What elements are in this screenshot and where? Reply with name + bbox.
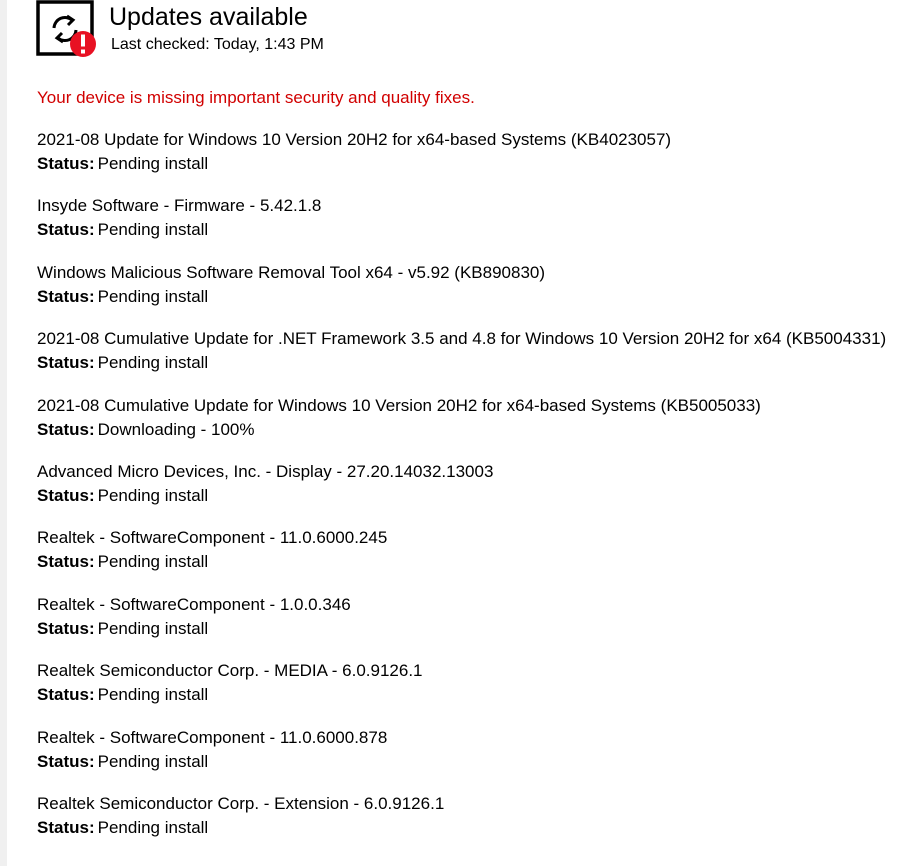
update-name: Realtek Semiconductor Corp. - Extension - 6.0.9126.1 — [37, 793, 445, 813]
status-label: Status: — [37, 685, 95, 705]
update-status — [37, 617, 897, 641]
status-label: Status: — [37, 552, 95, 572]
status-value: Pending install — [97, 751, 209, 771]
update-item — [37, 792, 897, 858]
update-name: 2021-08 Cumulative Update for Windows 10 Version 20H2 for x64-based Systems (KB5005033) — [37, 395, 761, 415]
update-item — [37, 726, 897, 792]
status-label: Status: — [37, 485, 95, 505]
update-name: Realtek Semiconductor Corp. - MEDIA - 6.0.9126.1 — [37, 661, 423, 681]
update-name: Insyde Software - Firmware - 5.42.1.8 — [37, 196, 322, 216]
update-item — [37, 261, 897, 327]
status-label: Status: — [37, 220, 95, 240]
update-item — [37, 526, 897, 592]
page-title: Updates available — [109, 3, 308, 31]
status-value: Pending install — [97, 685, 209, 705]
status-value: Pending install — [97, 154, 209, 173]
update-name: Windows Malicious Software Removal Tool x64 - v5.92 (KB890830) — [37, 262, 546, 282]
status-value: Pending install — [97, 220, 209, 240]
update-status — [37, 683, 897, 707]
window-left-edge — [0, 0, 7, 866]
status-value: Pending install — [97, 485, 209, 505]
status-value: Downloading - 100% — [97, 419, 255, 439]
update-status — [37, 550, 897, 574]
status-value: Pending install — [97, 286, 209, 306]
update-name: 2021-08 Cumulative Update for .NET Framework 3.5 and 4.8 for Windows 10 Version 20H2 for x64 (KB5004331) — [37, 329, 887, 349]
update-item — [37, 194, 897, 260]
status-label: Status: — [37, 154, 95, 173]
status-value: Pending install — [97, 353, 209, 373]
update-name: 2021-08 Update for Windows 10 Version 20H2 for x64-based Systems (KB4023057) — [37, 130, 672, 149]
update-status — [37, 484, 897, 508]
status-label: Status: — [37, 353, 95, 373]
update-name: Realtek - SoftwareComponent - 11.0.6000.878 — [37, 727, 388, 747]
status-value: Pending install — [97, 618, 209, 638]
status-label: Status: — [37, 751, 95, 771]
status-label: Status: — [37, 419, 95, 439]
update-item — [37, 460, 897, 526]
update-item — [37, 593, 897, 659]
update-item — [37, 394, 897, 460]
update-sync-alert-icon — [34, 0, 98, 60]
status-value: Pending install — [97, 552, 209, 572]
status-label: Status: — [37, 286, 95, 306]
update-status — [37, 816, 897, 840]
update-status — [37, 351, 897, 375]
warning-message: Your device is missing important security and quality fixes. — [37, 88, 475, 107]
update-item — [37, 327, 897, 393]
update-status — [37, 152, 897, 176]
update-item — [37, 659, 897, 725]
update-name: Realtek - SoftwareComponent - 11.0.6000.245 — [37, 528, 388, 548]
update-status — [37, 418, 897, 442]
last-checked-text: Last checked: Today, 1:43 PM — [111, 36, 324, 53]
status-label: Status: — [37, 618, 95, 638]
update-item — [37, 128, 897, 194]
status-label: Status: — [37, 817, 95, 837]
status-value: Pending install — [97, 817, 209, 837]
updates-list — [37, 128, 897, 858]
update-name: Advanced Micro Devices, Inc. - Display - 27.20.14032.13003 — [37, 461, 494, 481]
update-name: Realtek - SoftwareComponent - 1.0.0.346 — [37, 594, 351, 614]
update-status — [37, 285, 897, 309]
update-status — [37, 750, 897, 774]
update-status — [37, 218, 897, 242]
